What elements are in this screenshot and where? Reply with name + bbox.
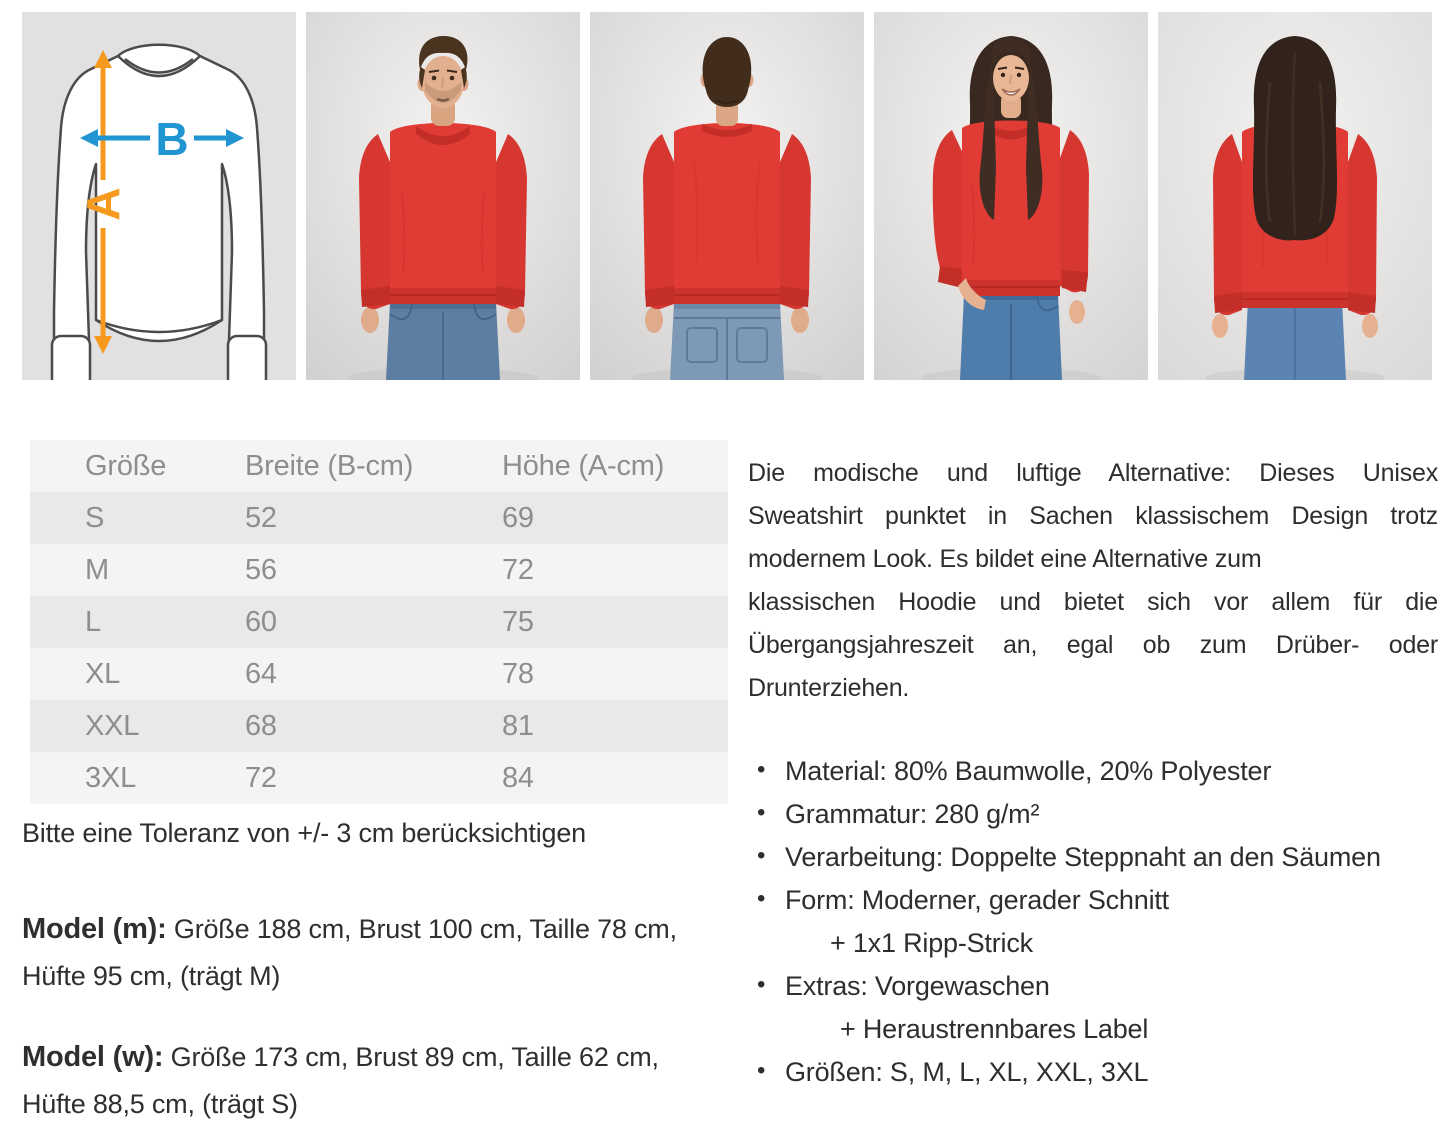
- feature-text: Grammatur: 280 g/m²: [785, 799, 1040, 829]
- photo-male-front-thumbnail[interactable]: [306, 12, 580, 380]
- paragraph-line: modernem Look. Es bildet eine Alternative zum: [748, 545, 1262, 573]
- hoehe-cell: 75: [502, 605, 534, 638]
- feature-item: [748, 750, 1438, 793]
- paragraph-line: klassischen Hoodie und bietet sich vor allem für die: [748, 588, 1438, 616]
- jeans: [386, 302, 500, 380]
- product-image-gallery: [22, 12, 1432, 380]
- size-cell: XL: [85, 657, 121, 690]
- hair-back: [1253, 36, 1337, 240]
- feature-text: + 1x1 Ripp-Strick: [830, 928, 1033, 958]
- breite-cell: 52: [245, 501, 277, 534]
- hoehe-cell: 72: [502, 553, 534, 586]
- size-diagram-thumbnail[interactable]: [22, 12, 296, 380]
- left-hand: [361, 307, 379, 333]
- feature-text: Extras: Vorgewaschen: [785, 971, 1050, 1001]
- size-table: [30, 440, 728, 804]
- sweatshirt-measurement-diagram: [22, 12, 296, 380]
- feature-subitem: [748, 1008, 1438, 1051]
- header-breite: Breite (B-cm): [245, 449, 414, 482]
- hoehe-cell: 69: [502, 501, 534, 534]
- feature-subitem: [748, 922, 1438, 965]
- male-front-illustration: [306, 12, 580, 380]
- jeans: [1244, 300, 1346, 380]
- photo-female-back-thumbnail[interactable]: [1158, 12, 1432, 380]
- header-groesse: Größe: [85, 449, 167, 482]
- sweatshirt: [359, 123, 527, 309]
- model-info-line: [22, 906, 812, 953]
- right-hand: [507, 307, 525, 333]
- size-cell: XXL: [85, 709, 140, 742]
- bullet-icon: •: [757, 799, 766, 826]
- jeans: [670, 302, 784, 380]
- feature-text: + Heraustrennbares Label: [840, 1014, 1149, 1044]
- right-eye: [450, 76, 455, 81]
- bullet-icon: •: [757, 971, 766, 998]
- feature-item: [748, 836, 1438, 879]
- table-row: [30, 752, 728, 804]
- model-label: Model (m):: [22, 913, 167, 945]
- feature-item: [748, 965, 1438, 1008]
- feature-text: Größen: S, M, L, XL, XXL, 3XL: [785, 1057, 1149, 1087]
- breite-cell: 60: [245, 605, 277, 638]
- left-eye: [1001, 73, 1005, 77]
- right-eye: [1017, 73, 1021, 77]
- photo-female-front-thumbnail[interactable]: [874, 12, 1148, 380]
- model-info-line: [22, 1034, 812, 1081]
- female-front-illustration: [874, 12, 1148, 380]
- bullet-icon: •: [757, 885, 766, 912]
- left-hand: [1212, 314, 1228, 338]
- female-back-illustration: [1158, 12, 1432, 380]
- paragraph-line: Übergangsjahreszeit an, egal ob zum Drüber- oder: [748, 631, 1438, 659]
- product-description: [748, 452, 1438, 1094]
- model-info-line: Hüfte 88,5 cm, (trägt S): [22, 1089, 298, 1119]
- model-measurements: Größe 173 cm, Brust 89 cm, Taille 62 cm,: [163, 1042, 659, 1072]
- breite-cell: 56: [245, 553, 277, 586]
- model-info-line: Hüfte 95 cm, (trägt M): [22, 961, 281, 991]
- paragraph-line: Die modische und luftige Alternative: Dieses Unisex: [748, 459, 1438, 487]
- sweatshirt: [643, 123, 811, 309]
- tolerance-note: Bitte eine Toleranz von +/- 3 cm berücksichtigen: [22, 818, 586, 848]
- size-cell: L: [85, 605, 101, 638]
- paragraph-line: Drunterziehen.: [748, 674, 910, 702]
- size-table-header-row: [30, 440, 728, 492]
- breite-cell: 72: [245, 761, 277, 794]
- feature-text: Verarbeitung: Doppelte Steppnaht an den Säumen: [785, 842, 1381, 872]
- width-label-B: B: [155, 113, 189, 165]
- paragraph-line: Sweatshirt punktet in Sachen klassischem Design trotz: [748, 502, 1438, 530]
- table-row: [30, 544, 728, 596]
- feature-text: Form: Moderner, gerader Schnitt: [785, 885, 1169, 915]
- feature-item: [748, 793, 1438, 836]
- hoehe-cell: 84: [502, 761, 534, 794]
- right-hand: [791, 307, 809, 333]
- table-row: [30, 492, 728, 544]
- description-paragraph: [748, 452, 1438, 710]
- breite-cell: 64: [245, 657, 277, 690]
- hair-back: [703, 37, 752, 107]
- height-label-A: A: [77, 187, 129, 221]
- bullet-icon: •: [757, 756, 766, 783]
- male-back-illustration: [590, 12, 864, 380]
- feature-text: Material: 80% Baumwolle, 20% Polyester: [785, 756, 1272, 786]
- size-cell: 3XL: [85, 761, 136, 794]
- size-cell: S: [85, 501, 105, 534]
- size-cell: M: [85, 553, 109, 586]
- left-hand: [645, 307, 663, 333]
- hoehe-cell: 78: [502, 657, 534, 690]
- model-measurements: Größe 188 cm, Brust 100 cm, Taille 78 cm,: [166, 914, 677, 944]
- breite-cell: 68: [245, 709, 277, 742]
- model-info-male: [22, 906, 812, 1000]
- bullet-icon: •: [757, 842, 766, 869]
- hoehe-cell: 81: [502, 709, 534, 742]
- nose: [442, 78, 443, 88]
- table-row: [30, 596, 728, 648]
- right-hand: [1069, 300, 1085, 324]
- table-row: [30, 648, 728, 700]
- feature-list: [748, 750, 1438, 1094]
- nose: [1010, 75, 1011, 84]
- right-hand: [1362, 314, 1378, 338]
- table-row: [30, 700, 728, 752]
- sweatshirt: [933, 121, 1089, 297]
- photo-male-back-thumbnail[interactable]: [590, 12, 864, 380]
- bullet-icon: •: [757, 1057, 766, 1084]
- model-info-female: [22, 1034, 812, 1128]
- header-hoehe: Höhe (A-cm): [502, 449, 665, 482]
- left-eye: [432, 76, 437, 81]
- feature-item: [748, 1051, 1438, 1094]
- feature-item: [748, 879, 1438, 922]
- model-label: Model (w):: [22, 1041, 164, 1073]
